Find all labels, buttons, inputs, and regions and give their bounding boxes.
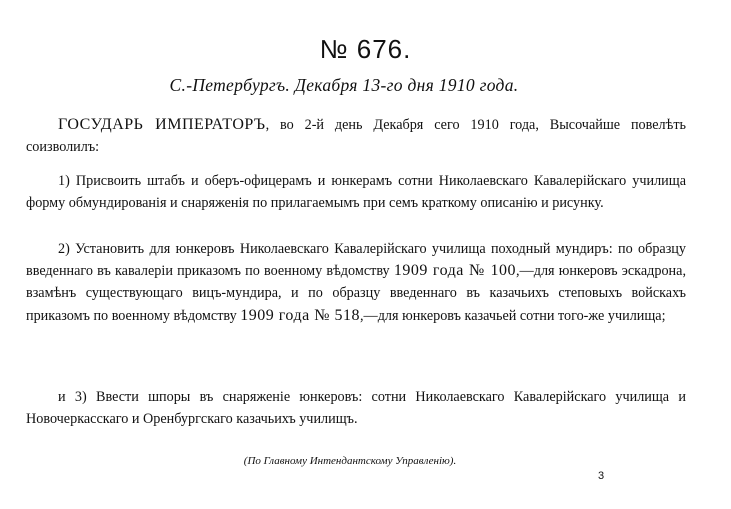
page-number: 3 xyxy=(598,470,605,482)
item-3-paragraph: и 3) Ввести шпоры въ снаряженіе юнкеровъ: сотни Николаевскаго Кавалерійскаго училища и Новочеркасскаго и Оренбургскаго казачьихъ училищъ. xyxy=(26,389,686,428)
dateline: С.-Петербургъ. Декабря 13-го дня 1910 года. xyxy=(169,75,519,95)
item-2-text-c: ,—для юнкеровъ эскадрона, взамѣнъ существующаго вицъ-мундира, и по образцу введеннаго въ казачьихъ степовыхъ войскахъ приказомъ по военному вѣдомству xyxy=(26,263,686,324)
item-2-paragraph xyxy=(26,238,686,327)
main-paragraph-text: , во 2-й день Декабря сего 1910 года, Высочайше повелѣть соизволилъ: xyxy=(26,117,686,156)
order-number: № 676. xyxy=(319,34,412,64)
item-1-paragraph: 1) Присвоить штабъ и оберъ-офицерамъ и юнкерамъ сотни Николаевскаго Кавалерійскаго училища форму обмундированія и снаряженія по прилагаемымъ при семъ краткому описанію и рисунку. xyxy=(26,173,686,212)
item-2-order-ref-1: 1909 года № 100 xyxy=(393,262,516,280)
sovereign-title: ГОСУДАРЬ ИМПЕРАТОРЪ xyxy=(58,116,266,133)
source-note: (По Главному Интендантскому Управленію). xyxy=(243,455,457,467)
main-paragraph xyxy=(26,114,686,158)
item-2-text-a: 2) Установить для юнкеровъ Николаевскаго Кавалерійскаго училища походный мундиръ: по образцу введеннаго въ кавалеріи приказомъ по военному вѣдомству xyxy=(26,241,686,280)
item-2-order-ref-2: 1909 года № 518 xyxy=(240,306,360,324)
item-2-text-e: ,—для юнкеровъ казачьей сотни того-же училища; xyxy=(359,307,666,324)
